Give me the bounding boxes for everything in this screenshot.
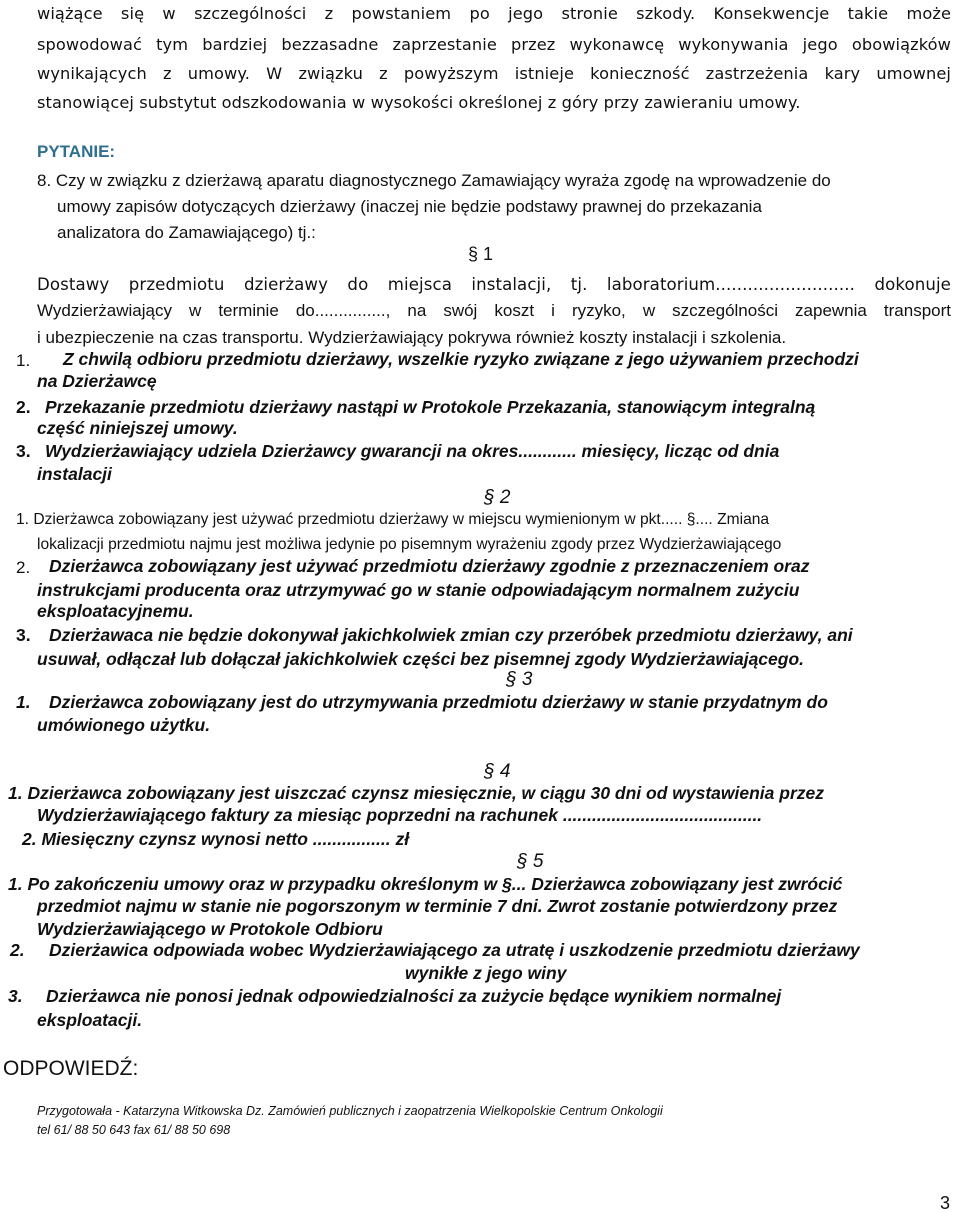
section-2-item-number: 2. [16, 558, 31, 577]
answer-heading: ODPOWIEDŹ: [3, 1057, 139, 1080]
section-4-line: Wydzierżawiającego faktury za miesiąc poprzedni na rachunek ......................................... [37, 805, 763, 825]
section-1-heading: § 1 [468, 244, 494, 264]
intro-line: wiążące się w szczególności z powstaniem po jego stronie szkody. Konsekwencje takie może [37, 4, 951, 23]
footer-contact: tel 61/ 88 50 643 fax 61/ 88 50 698 [37, 1123, 231, 1137]
section-5-line: 1. Po zakończeniu umowy oraz w przypadku określonym w §... Dzierżawca zobowiązany jest zwrócić [8, 874, 843, 894]
intro-line: stanowiącej substytut odszkodowania w wysokości określonej z góry przy zawieraniu umowy. [37, 93, 801, 112]
section-2-item-line: Dzierżawca zobowiązany jest używać przedmiotu dzierżawy zgodnie z przeznaczeniem oraz [49, 556, 810, 576]
section-5-item-number: 2. [10, 940, 25, 960]
section-2-item-line: Dzierżawaca nie będzie dokonywał jakichkolwiek zmian czy przeróbek przedmiotu dzierżawy, ani [49, 625, 853, 645]
section-4-line: 2. Miesięczny czynsz wynosi netto ................ zł [22, 829, 410, 849]
section-2-item-line: lokalizacji przedmiotu najmu jest możliwa jedynie po pisemnym wyrażeniu zgody przez Wydzierżawiającego [37, 536, 782, 553]
section-3-item-line: Dzierżawca zobowiązany jest do utrzymywania przedmiotu dzierżawy w stanie przydatnym do [49, 692, 828, 712]
footer-author: Przygotowała - Katarzyna Witkowska Dz. Zamówień publicznych i zaopatrzenia Wielkopolskie Centrum Onkologii [37, 1104, 663, 1118]
section-1-text-line: Wydzierżawiający w terminie do..............., na swój koszt i ryzyko, w szczególności zapewnia transport [37, 301, 951, 320]
page-number: 3 [940, 1193, 951, 1213]
question-line: umowy zapisów dotyczących dzierżawy (inaczej nie będzie podstawy prawnej do przekazania [57, 197, 762, 216]
section-5-line: eksploatacji. [37, 1010, 143, 1030]
section-3-item-number: 1. [16, 692, 31, 712]
intro-line: wynikających z umowy. W związku z powyższym istnieje konieczność zastrzeżenia kary umownej [37, 64, 951, 83]
section-5-item-number: 3. [8, 986, 23, 1006]
section-1-text-line: i ubezpieczenie na czas transportu. Wydzierżawiający pokrywa również koszty instalacji i szkolenia. [37, 328, 787, 347]
section-1-text-line: Dostawy przedmiotu dzierżawy do miejsca instalacji, tj. laboratorium.......................... dokonuje [37, 275, 951, 294]
section-2-item-line: usuwał, odłączał lub dołączał jakichkolwiek części bez pisemnej zgody Wydzierżawiającego. [37, 649, 805, 669]
section-2-item-line: eksploatacyjnemu. [37, 601, 194, 621]
section-1-item-number: 2. [16, 397, 31, 417]
section-2-item-number: 3. [16, 625, 31, 645]
section-3-item-line: umówionego użytku. [37, 715, 211, 735]
section-5-line: wynikłe z jego winy [405, 963, 567, 983]
section-1-item-line: Przekazanie przedmiotu dzierżawy nastąpi w Protokole Przekazania, stanowiącym integralną [45, 397, 816, 417]
section-5-line: Dzierżawica odpowiada wobec Wydzierżawiającego za utratę i uszkodzenie przedmiotu dzierżawy [49, 940, 860, 960]
section-2-item-line: instrukcjami producenta oraz utrzymywać go w stanie odpowiadającym normalnem zużyciu [37, 580, 800, 600]
question-line: analizatora do Zamawiającego) tj.: [57, 223, 316, 242]
section-1-item-line: instalacji [37, 464, 112, 484]
section-1-item-line: część niniejszej umowy. [37, 418, 238, 438]
section-5-heading: § 5 [517, 851, 544, 872]
section-2-item-line: 1. Dzierżawca zobowiązany jest używać przedmiotu dzierżawy w miejscu wymienionym w pkt..... §.... Zmiana [16, 511, 770, 528]
question-line: 8. Czy w związku z dzierżawą aparatu diagnostycznego Zamawiający wyraża zgodę na wprowadzenie do [37, 171, 831, 190]
section-1-item-number: 1. [16, 351, 31, 370]
section-4-heading: § 4 [484, 761, 511, 782]
section-4-line: 1. Dzierżawca zobowiązany jest uiszczać czynsz miesięcznie, w ciągu 30 dni od wystawienia przez [8, 783, 824, 803]
section-1-item-line: Wydzierżawiający udziela Dzierżawcy gwarancji na okres............ miesięcy, licząc od dnia [45, 441, 780, 461]
section-5-line: Dzierżawca nie ponosi jednak odpowiedzialności za zużycie będące wynikiem normalnej [46, 986, 782, 1006]
section-5-line: przedmiot najmu w stanie nie pogorszonym w terminie 7 dni. Zwrot zostanie potwierdzony przez [37, 896, 838, 916]
question-heading: PYTANIE: [37, 142, 116, 161]
section-5-line: Wydzierżawiającego w Protokole Odbioru [37, 919, 383, 939]
section-3-heading: § 3 [506, 669, 533, 690]
section-1-item-line: na Dzierżawcę [37, 371, 157, 391]
intro-line: spowodować tym bardziej bezzasadne zaprzestanie przez wykonawcę wykonywania jego obowiązków [37, 35, 951, 54]
section-2-heading: § 2 [484, 487, 511, 508]
section-1-item-number: 3. [16, 441, 31, 461]
section-1-item-line: Z chwilą odbioru przedmiotu dzierżawy, wszelkie ryzyko związane z jego używaniem przechodzi [63, 349, 859, 369]
